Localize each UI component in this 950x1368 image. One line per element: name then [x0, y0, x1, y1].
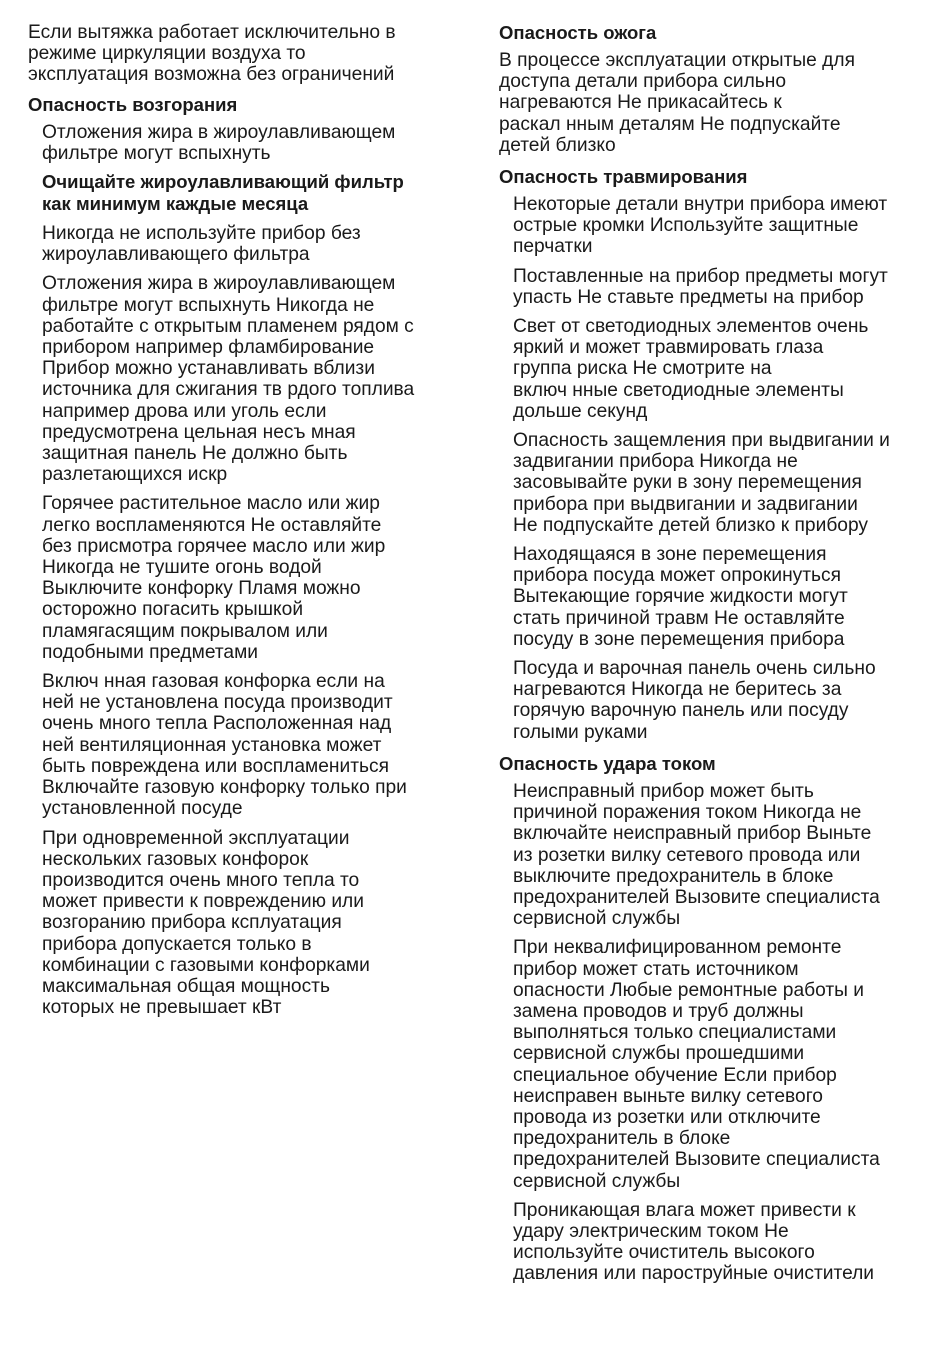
left-column [28, 22, 476, 1018]
shock-paragraph-2: При неквалифицированном ремонте прибор может стать источником опасности Любые ремонтные работы и замена проводов и труб должны выполняться только специалистами сервисной службы прошедшими специальное обучение Если прибор неисправен выньте вилку сетевого провода из розетки или отключите предохранитель в блоке предохранителей Вызовите специалиста сервисной службы [513, 937, 880, 1192]
injury-paragraph-1: Некоторые детали внутри прибора имеют острые кромки Используйте защитные перчатки [513, 194, 888, 258]
intro-paragraph: Если вытяжка работает исключительно в режиме циркуляции воздуха то эксплуатация возможна без ограничений [28, 22, 396, 86]
injury-heading: Опасность травмирования [499, 166, 748, 188]
fire-paragraph-5: Включ нная газовая конфорка если на ней не установлена посуда производит очень много тепла Расположенная над ней вентиляционная установка может быть повреждена или воспламениться Включайте газовую конфорку только при установленной посуде [42, 671, 407, 820]
injury-paragraph-6: Посуда и варочная панель очень сильно нагреваются Никогда не беритесь за горячую варочную панель или посуду голыми руками [513, 658, 876, 743]
injury-paragraph-4: Опасность защемления при выдвигании и задвигании прибора Никогда не засовывайте руки в зону перемещения прибора при выдвигании и задвигании Не подпускайте детей близко к прибору [513, 430, 890, 536]
burn-paragraph-1: В процессе эксплуатации открытые для доступа детали прибора сильно нагреваются Не прикасайтесь к раскал нным деталям Не подпускайте детей близко [499, 50, 855, 156]
fire-heading: Опасность возгорания [28, 93, 238, 115]
shock-paragraph-1: Неисправный прибор может быть причиной поражения током Никогда не включайте неисправный прибор Выньте из розетки вилку сетевого провода или выключите предохранитель в блоке предохранителей Вызовите специалиста сервисной службы [513, 780, 880, 930]
burn-heading: Опасность ожога [499, 22, 657, 43]
fire-bold-instruction: Очищайте жироулавливающий фильтр как минимум каждые месяца [42, 171, 404, 215]
injury-paragraph-3: Свет от светодиодных элементов очень яркий и может травмировать глаза группа риска Не смотрите на включ нные светодиодные элементы дольше секунд [513, 316, 869, 422]
injury-paragraph-5: Находящаяся в зоне перемещения прибора посуда может опрокинуться Вытекающие горячие жидкости могут стать причиной травм Не оставляйте посуду в зоне перемещения прибора [513, 544, 848, 650]
fire-paragraph-1: Отложения жира в жироулавливающем фильтре могут вспыхнуть [42, 121, 396, 164]
right-column [499, 22, 943, 1285]
fire-paragraph-2: Никогда не используйте прибор без жироулавливающего фильтра [42, 223, 361, 266]
shock-heading: Опасность удара током [499, 752, 716, 774]
injury-paragraph-2: Поставленные на прибор предметы могут упасть Не ставьте предметы на прибор [513, 265, 888, 308]
shock-paragraph-3: Проникающая влага может привести к удару электрическим током Не используйте очиститель высокого давления или пароструйные очистители [513, 1199, 875, 1285]
fire-paragraph-3: Отложения жира в жироулавливающем фильтре могут вспыхнуть Никогда не работайте с открытым пламенем рядом с прибором например фламбирование Прибор можно устанавливать вблизи источника для сжигания тв рдого топлива например дрова или уголь если предусмотрена цельная несъ мная защитная панель Не должно быть разлетающихся искр [42, 273, 415, 486]
fire-paragraph-4: Горячее растительное масло или жир легко воспламеняются Не оставляйте без присмотра горячее масло или жир Никогда не тушите огонь водой Выключите конфорку Пламя можно осторожно погасить крышкой пламягасящим покрывалом или подобными предметами [42, 493, 386, 663]
fire-paragraph-6: При одновременной эксплуатации нескольких газовых конфорок производится очень много тепла то может привести к повреждению или возгоранию прибора ксплуатация прибора допускается только в комбинации с газовыми конфорками максимальная общая мощность которых не превышает кВт [42, 827, 370, 1019]
